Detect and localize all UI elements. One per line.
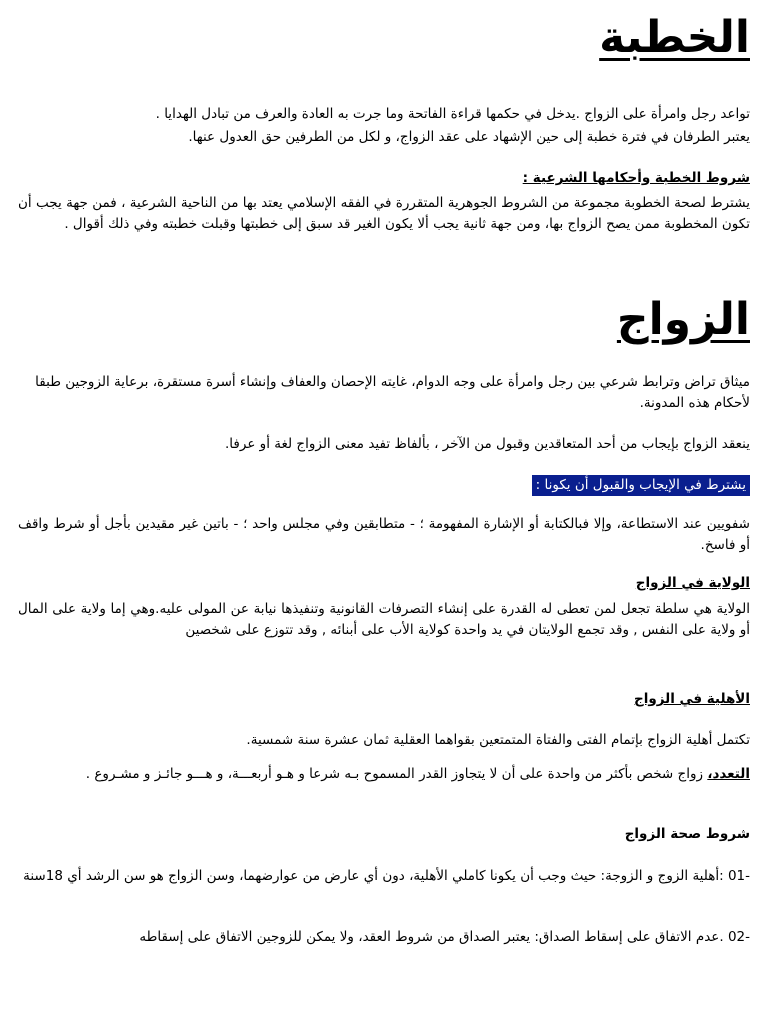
capacity-heading: الأهلية في الزواج xyxy=(634,691,750,707)
engagement-definition-line1: تواعد رجل وامرأة على الزواج .يدخل في حكمها قراءة الفاتحة وما جرت به العادة والعرف من تبادل الهدايا . xyxy=(155,106,750,122)
engagement-definition-line2: يعتبر الطرفان في فترة خطبة إلى حين الإشهاد على عقد الزواج، و لكل من الطرفين حق العدول عنها. xyxy=(188,129,750,145)
section-title-engagement: الخطبة xyxy=(599,12,750,63)
validity-item-1: -01 :أهلية الزوج و الزوجة: حيث وجب أن يكونا كاملي الأهلية، دون أي عارض من عوارضهما، وسن الزواج هو سن الرشد أي 18سنة xyxy=(23,868,750,884)
engagement-conditions-heading: شروط الخطبة وأحكامها الشرعية : xyxy=(522,170,750,186)
guardianship-heading: الولاية في الزواج xyxy=(635,575,750,591)
capacity-text: تكتمل أهلية الزواج بإتمام الفتى والفتاة المتمتعين بقواهما العقلية ثمان عشرة سنة شمسية. xyxy=(246,732,750,748)
polygamy-label: التعدد، xyxy=(707,766,750,782)
marriage-contract-text: ينعقد الزواج بإيجاب من أحد المتعاقدين وقبول من الآخر ، بألفاظ تفيد معنى الزواج لغة أو عرفا. xyxy=(225,436,750,452)
polygamy-text: زواج شخص بأكثر من واحدة على أن لا يتجاوز القدر المسموح بـه شرعا و هـو أربعـــة، و هـــو جائـز و مشـروع . xyxy=(85,766,708,782)
offer-acceptance-highlight: يشترط في الإيجاب والقبول أن يكونا : xyxy=(532,475,750,496)
polygamy-paragraph xyxy=(18,764,750,785)
section-title-marriage: الزواج xyxy=(616,294,750,345)
offer-acceptance-text: شفويين عند الاستطاعة، وإلا فبالكتابة أو الإشارة المفهومة ؛ - متطابقين وفي مجلس واحد ؛ - باتين غير مقيدين بأجل أو شرط واقف أو فاسخ. xyxy=(18,516,750,553)
guardianship-text: الولاية هي سلطة تجعل لمن تعطى له القدرة على إنشاء التصرفات القانونية وتنفيذها نيابة عن المولى عليه.وهي إما ولاية على المال أو ولاية على النفس , وقد تجمع الولايتان في يد واحدة كولاية الأب على أبنائه , وقد تتوزع على شخصين xyxy=(18,601,750,638)
validity-item-2: -02 .عدم الاتفاق على إسقاط الصداق: يعتبر الصداق من شروط العقد، ولا يمكن للزوجين الاتفاق على إسقاطه xyxy=(139,929,750,945)
engagement-conditions-text: يشترط لصحة الخطوبة مجموعة من الشروط الجوهرية المتقررة في الفقه الإسلامي يعتد بها من الناحية الشرعية ، فمن جهة يجب أن تكون المخطوبة ممن يصح الزواج بها، ومن جهة ثانية يجب ألا يكون الغير قد سبق إلى خطبتها وقبلت خطبته وفي ذلك أقوال . xyxy=(18,195,750,232)
validity-heading: شروط صحة الزواج xyxy=(624,826,750,842)
marriage-definition: ميثاق تراض وترابط شرعي بين رجل وامرأة على وجه الدوام، غايته الإحصان والعفاف وإنشاء أسرة مستقرة، برعاية الزوجين طبقا لأحكام هذه المدونة. xyxy=(35,374,750,411)
